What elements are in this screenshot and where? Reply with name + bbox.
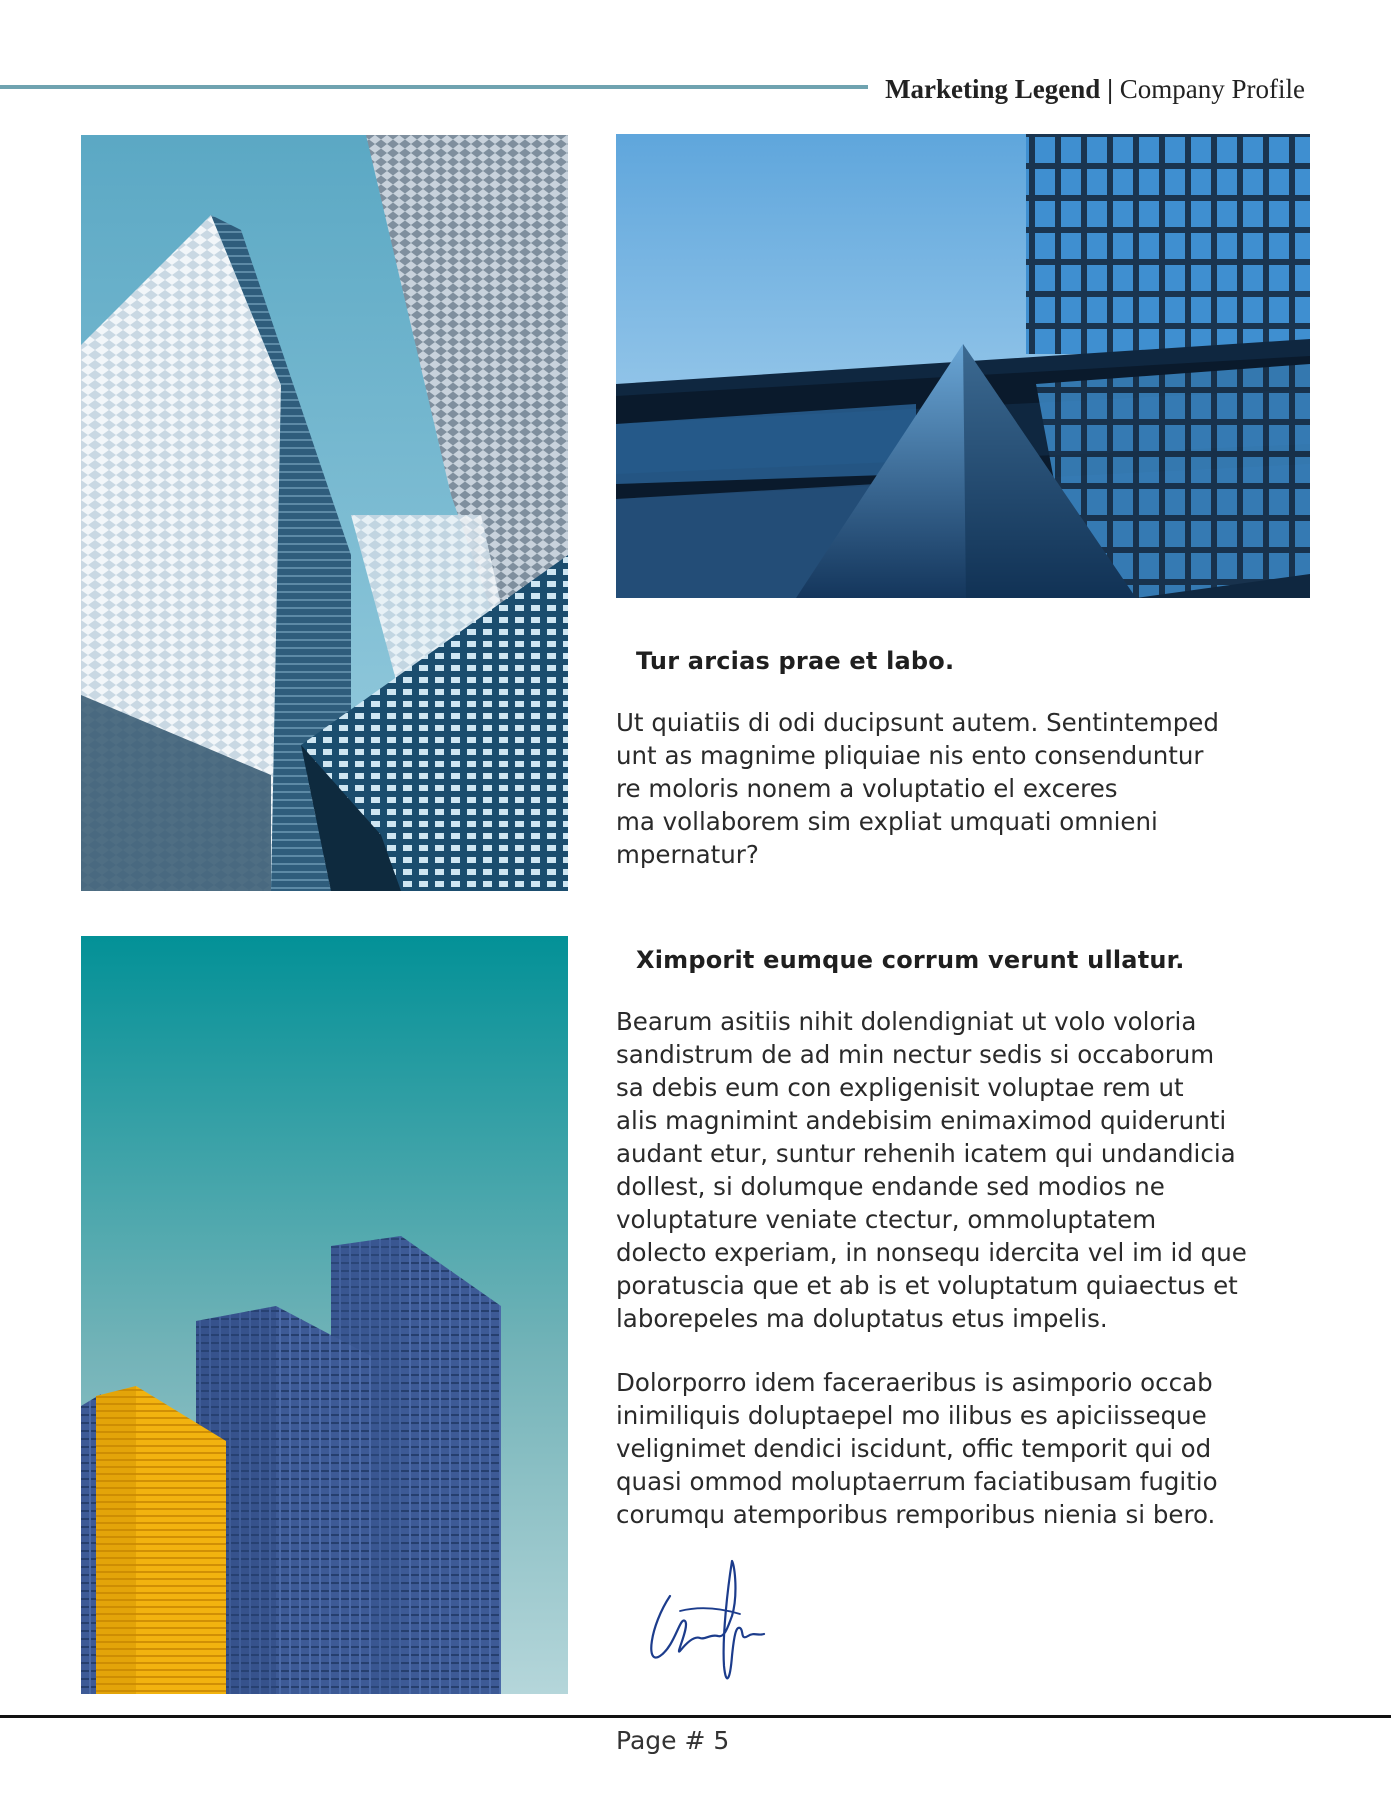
paragraph-line: mpernatur? (616, 840, 759, 869)
paragraph-line: Bearum asitiis nihit dolendigniat ut volo voloria (616, 1007, 1197, 1036)
page-number: Page # 5 (616, 1726, 730, 1755)
paragraph-line: poratuscia que et ab is et voluptatum quiaectus et (616, 1271, 1238, 1300)
paragraph-line: ma vollaborem sim expliat umquati omnieni (616, 807, 1158, 836)
paragraph-line: Ut quiatiis di odi ducipsunt autem. Sentintemped (616, 708, 1219, 737)
section2-paragraph-1 (616, 1005, 1316, 1335)
signature-icon (640, 1556, 790, 1696)
section2-heading: Ximporit eumque corrum verunt ullatur. (636, 946, 1185, 974)
header-subtitle: Company Profile (1119, 74, 1305, 104)
header-separator: | (1107, 74, 1114, 104)
paragraph-line: quasi ommod moluptaerrum faciatibusam fugitio (616, 1467, 1218, 1496)
paragraph-line: alis magnimint andebisim enimaximod quiderunti (616, 1106, 1227, 1135)
paragraph-line: audant etur, suntur rehenih icatem qui undandicia (616, 1139, 1236, 1168)
header-accent-rule (0, 85, 868, 89)
photo-skyscrapers-upward (81, 135, 568, 891)
section1-paragraph (616, 706, 1316, 871)
paragraph-line: sandistrum de ad min nectur sedis si occaborum (616, 1040, 1215, 1069)
footer-rule (0, 1715, 1391, 1718)
paragraph-line: velignimet dendici iscidunt, offic temporit qui od (616, 1434, 1212, 1463)
paragraph-line: dolecto experiam, in nonsequ idercita vel im id que (616, 1238, 1247, 1267)
paragraph-line: unt as magnime pliquiae nis ento consenduntur (616, 741, 1204, 770)
paragraph-line: sa debis eum con expligenisit voluptae rem ut (616, 1073, 1184, 1102)
paragraph-line: dollest, si dolumque endande sed modios ne (616, 1172, 1165, 1201)
photo-blue-yellow-towers (81, 936, 568, 1694)
paragraph-line: voluptature veniate ctectur, ommoluptatem (616, 1205, 1157, 1234)
section1-heading: Tur arcias prae et labo. (636, 647, 955, 675)
paragraph-line: corumqu atemporibus remporibus nienia si bero. (616, 1500, 1216, 1529)
paragraph-line: laborepeles ma doluptatus etus impelis. (616, 1304, 1108, 1333)
section2-paragraph-2 (616, 1366, 1316, 1531)
photo-glass-tower-reflection (616, 134, 1310, 598)
paragraph-line: re moloris nonem a voluptatio el exceres (616, 774, 1118, 803)
page-header (885, 74, 1305, 105)
paragraph-line: inimiliquis doluptaepel mo ilibus es apiciisseque (616, 1401, 1207, 1430)
paragraph-line: Dolorporro idem faceraeribus is asimporio occab (616, 1368, 1213, 1397)
header-brand: Marketing Legend (885, 74, 1101, 104)
